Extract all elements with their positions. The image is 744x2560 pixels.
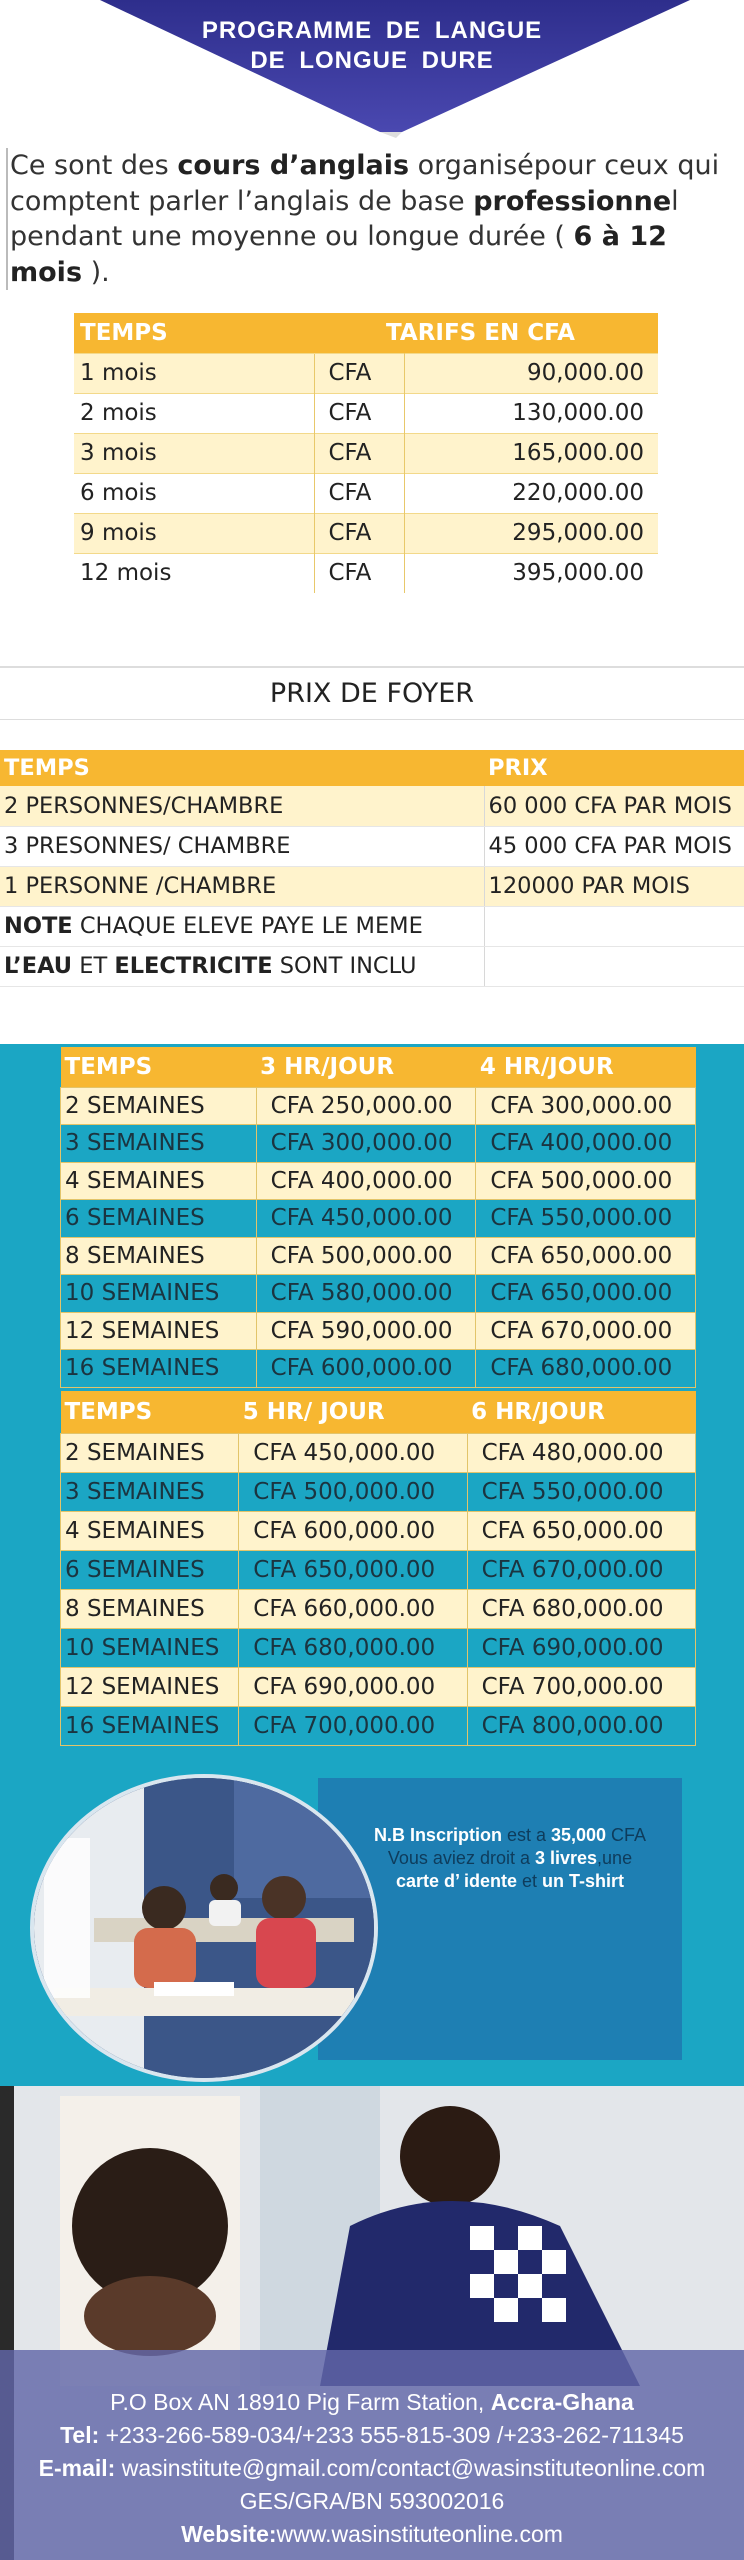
tel-label: Tel:	[60, 2422, 100, 2448]
cell-price: 220,000.00	[404, 473, 658, 513]
intro-bold-3: 6 à 12 mois	[10, 221, 667, 288]
cell-price: CFA 690,000.00	[467, 1628, 695, 1667]
tel-value: +233-266-589-034/+233 555-815-309 /+233-262-711345	[99, 2422, 684, 2448]
cell-price: CFA 250,000.00	[256, 1087, 476, 1125]
cell-temps: 4 SEMAINES	[61, 1162, 257, 1200]
cell-price: CFA 400,000.00	[256, 1162, 476, 1200]
cell-price: 130,000.00	[404, 393, 658, 433]
cell-price: CFA 800,000.00	[467, 1706, 695, 1745]
cell-price: 165,000.00	[404, 433, 658, 473]
cell-temps: 2 PERSONNES/CHAMBRE	[0, 786, 484, 826]
et: et	[517, 1871, 543, 1891]
intro-text-3: l pendant une moyenne ou longue durée (	[10, 185, 679, 252]
cell-temps: 16 SEMAINES	[61, 1350, 257, 1388]
cell-price: CFA 600,000.00	[256, 1350, 476, 1388]
cell-temps: 2 mois	[74, 393, 314, 433]
note-cell	[0, 906, 484, 946]
header-banner	[0, 0, 744, 140]
cell-price: CFA 670,000.00	[476, 1312, 696, 1350]
table-row	[61, 1162, 696, 1200]
table-row	[74, 353, 658, 393]
cell-price: CFA 500,000.00	[239, 1472, 467, 1511]
cell-temps: 3 mois	[74, 433, 314, 473]
cell-price: CFA 480,000.00	[467, 1433, 695, 1472]
cell-currency: CFA	[314, 393, 404, 433]
cell-price: CFA 680,000.00	[467, 1589, 695, 1628]
table-row	[61, 1667, 696, 1706]
address-line	[0, 2386, 744, 2419]
table-header-row	[0, 750, 744, 786]
note-label: NOTE	[4, 913, 73, 939]
cell-temps: 6 mois	[74, 473, 314, 513]
hours-table-5-6	[60, 1391, 696, 1746]
foyer-title: PRIX DE FOYER	[0, 668, 744, 720]
page-title	[150, 16, 594, 76]
cell-price: CFA 450,000.00	[239, 1433, 467, 1472]
title-line-1: PROGRAMME DE LANGUE	[201, 17, 543, 44]
cell-price: CFA 550,000.00	[467, 1472, 695, 1511]
email-value: wasinstitute@gmail.com/contact@wasinstituteonline.com	[115, 2455, 706, 2481]
table-row	[61, 1087, 696, 1125]
cell-price: CFA 680,000.00	[476, 1350, 696, 1388]
header-4hr: 4 HR/JOUR	[476, 1047, 696, 1087]
cell-price: CFA 550,000.00	[476, 1200, 696, 1238]
cell-temps: 1 PERSONNE /CHAMBRE	[0, 866, 484, 906]
une: ,une	[597, 1848, 633, 1868]
table-header-row	[61, 1391, 696, 1433]
website-line	[0, 2518, 744, 2551]
cfa-label: CFA	[606, 1825, 647, 1845]
website-value: www.wasinstituteonline.com	[276, 2521, 563, 2547]
cell-currency: CFA	[314, 473, 404, 513]
header-3hr: 3 HR/JOUR	[256, 1047, 476, 1087]
table-row	[61, 1511, 696, 1550]
line2-text: Vous aviez droit a	[387, 1848, 535, 1868]
table-row	[74, 553, 658, 593]
table-row	[61, 1200, 696, 1238]
cell-currency: CFA	[314, 353, 404, 393]
cell-price: CFA 690,000.00	[239, 1667, 467, 1706]
cell-price: 60 000 CFA PAR MOIS	[484, 786, 744, 826]
cell-currency: CFA	[314, 553, 404, 593]
intro-bold-1: cours d’anglais	[177, 150, 410, 181]
cell-price: CFA 300,000.00	[476, 1087, 696, 1125]
tel-line	[0, 2419, 744, 2452]
address-text: P.O Box AN 18910 Pig Farm Station,	[110, 2389, 491, 2415]
table-row	[61, 1589, 696, 1628]
cell-price: CFA 450,000.00	[256, 1200, 476, 1238]
tshirt: un T-shirt	[542, 1871, 625, 1891]
empty-cell	[484, 946, 744, 986]
cell-price: CFA 500,000.00	[476, 1162, 696, 1200]
table-row	[61, 1312, 696, 1350]
email-line	[0, 2452, 744, 2485]
note-text: CHAQUE ELEVE PAYE LE MEME	[72, 913, 423, 939]
cell-temps: 3 PRESONNES/ CHAMBRE	[0, 826, 484, 866]
cell-temps: 10 SEMAINES	[61, 1275, 257, 1313]
table-header-row	[74, 313, 658, 353]
table-row	[61, 1706, 696, 1745]
note2-mid: ET	[72, 953, 115, 979]
cell-temps: 1 mois	[74, 353, 314, 393]
carte: carte d’ idente	[395, 1871, 518, 1891]
cell-price: CFA 580,000.00	[256, 1275, 476, 1313]
cell-price: 90,000.00	[404, 353, 658, 393]
table-row	[0, 826, 744, 866]
intro-paragraph	[6, 148, 742, 290]
cell-price: CFA 700,000.00	[467, 1667, 695, 1706]
table-row	[61, 1237, 696, 1275]
cell-temps: 8 SEMAINES	[61, 1237, 257, 1275]
note2-bold-1: L’EAU	[4, 953, 73, 979]
nb-label: N.B Inscription	[373, 1825, 502, 1845]
intro-text-4: ).	[82, 256, 110, 288]
cell-price: CFA 650,000.00	[476, 1237, 696, 1275]
cell-currency: CFA	[314, 433, 404, 473]
note-cell	[0, 946, 484, 986]
contact-footer	[0, 2350, 744, 2560]
cell-price: 120000 PAR MOIS	[484, 866, 744, 906]
cell-price: 395,000.00	[404, 553, 658, 593]
table-row	[74, 473, 658, 513]
header-prix: PRIX	[484, 750, 744, 786]
table-row	[61, 1472, 696, 1511]
address-city: Accra-Ghana	[490, 2389, 634, 2415]
table-row	[61, 1275, 696, 1313]
cell-temps: 3 SEMAINES	[61, 1125, 257, 1163]
cell-price: CFA 600,000.00	[239, 1511, 467, 1550]
cell-price: CFA 650,000.00	[467, 1511, 695, 1550]
cell-temps: 8 SEMAINES	[61, 1589, 239, 1628]
cell-temps: 9 mois	[74, 513, 314, 553]
table-row	[61, 1125, 696, 1163]
note2-bold-2: ELECTRICITE	[114, 953, 273, 979]
header-temps: TEMPS	[0, 750, 484, 786]
tarifs-table	[74, 313, 658, 593]
inscription-text	[340, 1824, 680, 1893]
cell-temps: 3 SEMAINES	[61, 1472, 239, 1511]
cell-price: CFA 670,000.00	[467, 1550, 695, 1589]
cell-price: CFA 660,000.00	[239, 1589, 467, 1628]
cell-price: CFA 680,000.00	[239, 1628, 467, 1667]
cell-price: CFA 650,000.00	[476, 1275, 696, 1313]
cell-price: CFA 300,000.00	[256, 1125, 476, 1163]
classroom-photo	[30, 1774, 378, 2082]
website-label: Website:	[181, 2521, 277, 2547]
header-6hr: 6 HR/JOUR	[467, 1391, 695, 1433]
cell-temps: 2 SEMAINES	[61, 1087, 257, 1125]
header-5hr: 5 HR/ JOUR	[239, 1391, 467, 1433]
classroom-illustration	[34, 1778, 374, 2078]
header-temps: TEMPS	[74, 313, 314, 353]
table-row	[0, 866, 744, 906]
cell-price: CFA 590,000.00	[256, 1312, 476, 1350]
intro-text-1: Ce sont des	[10, 150, 178, 181]
table-row	[61, 1550, 696, 1589]
cell-price: CFA 500,000.00	[256, 1237, 476, 1275]
est-a: est a	[501, 1825, 551, 1845]
header-tarifs: TARIFS EN CFA	[314, 313, 658, 353]
cell-currency: CFA	[314, 513, 404, 553]
intro-bold-2: professionne	[473, 185, 672, 217]
cell-temps: 6 SEMAINES	[61, 1200, 257, 1238]
table-row	[61, 1350, 696, 1388]
cell-price: CFA 400,000.00	[476, 1125, 696, 1163]
cell-temps: 4 SEMAINES	[61, 1511, 239, 1550]
table-header-row	[61, 1047, 696, 1087]
table-row	[74, 393, 658, 433]
livres: 3 livres	[534, 1848, 598, 1868]
note-row	[0, 946, 744, 986]
cell-temps: 10 SEMAINES	[61, 1628, 239, 1667]
cell-temps: 6 SEMAINES	[61, 1550, 239, 1589]
intro-text-2: organisépour ceux qui comptent parler l’anglais de base	[10, 150, 720, 217]
header-temps: TEMPS	[61, 1047, 257, 1087]
cell-temps: 12 mois	[74, 553, 314, 593]
foyer-table	[0, 750, 744, 987]
empty-cell	[484, 906, 744, 946]
cell-temps: 16 SEMAINES	[61, 1706, 239, 1745]
ges-line: GES/GRA/BN 593002016	[239, 2488, 505, 2514]
cell-temps: 12 SEMAINES	[61, 1312, 257, 1350]
inscription-amount: 35,000	[550, 1825, 607, 1845]
email-label: E-mail:	[38, 2455, 116, 2481]
title-line-2: DE LONGUE DURE	[250, 47, 494, 74]
table-row	[74, 513, 658, 553]
table-row	[61, 1628, 696, 1667]
cell-temps: 2 SEMAINES	[61, 1433, 239, 1472]
hours-table-3-4	[60, 1047, 696, 1388]
cell-price: 45 000 CFA PAR MOIS	[484, 826, 744, 866]
note-row	[0, 906, 744, 946]
cell-price: CFA 650,000.00	[239, 1550, 467, 1589]
note2-rest: SONT INCLU	[272, 953, 417, 979]
cell-temps: 12 SEMAINES	[61, 1667, 239, 1706]
table-row	[0, 786, 744, 826]
table-row	[74, 433, 658, 473]
cell-price: 295,000.00	[404, 513, 658, 553]
table-row	[61, 1433, 696, 1472]
cell-price: CFA 700,000.00	[239, 1706, 467, 1745]
header-temps: TEMPS	[61, 1391, 239, 1433]
